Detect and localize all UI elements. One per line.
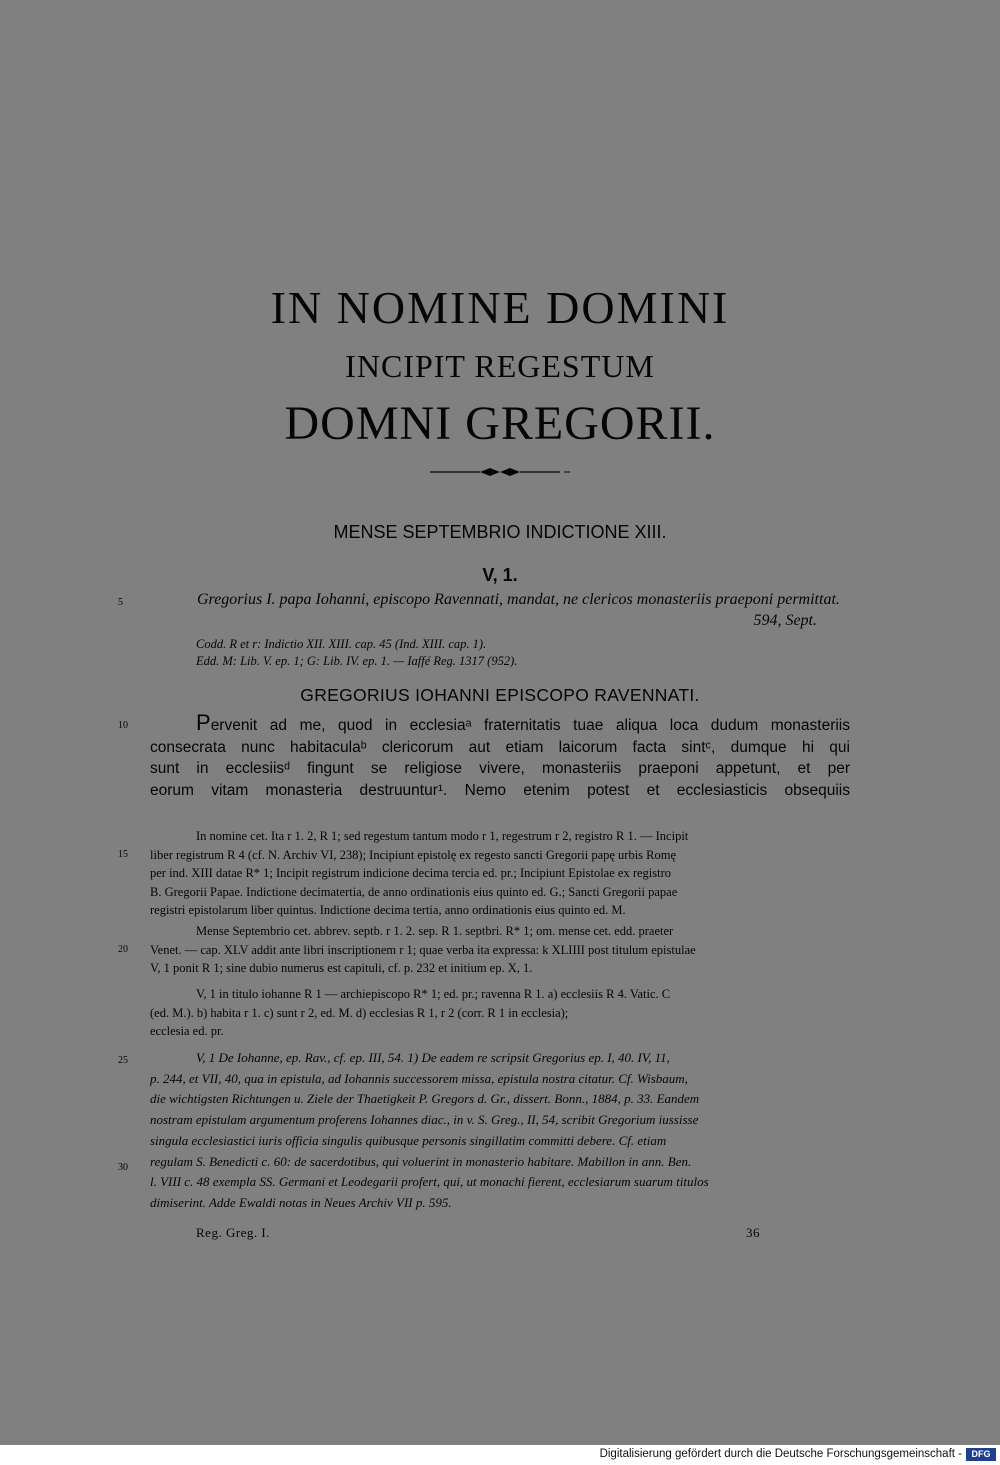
note-incipit [150,827,850,920]
line-number: 15 [118,849,128,860]
note-line: dimiserint. Adde Ewaldi notas in Neues Archiv VII p. 595. [150,1194,452,1210]
note-line: ecclesia ed. pr. [150,1024,224,1038]
letter-summary [150,589,850,629]
line-number: 30 [118,1162,128,1173]
codices-block [196,636,517,670]
heading-line-1: IN NOMINE DOMINI [270,282,730,333]
summary-text: Gregorius I. papa Iohanni, episcopo Ravennati, mandat, ne clericos monasteriis praeponi permittat. [197,591,840,608]
note-line: per ind. XIII datae R* 1; Incipit registrum indicione decima tercia ed. pr.; Incipiunt Epistolae ex registro [150,866,672,880]
note-line: p. 244, et VII, 40, qua in epistula, ad Iohannis successorem missa, epistula nostra citatur. Cf. Wisbaum, [150,1070,688,1086]
note-line: V, 1 in titulo iohanne R 1 — archiepiscopo R* 1; ed. pr.; ravenna R 1. a) ecclesiis R 4. Vatic. C [196,987,671,1001]
ornament-divider [430,464,570,480]
note-line: V, 1 ponit R 1; sine dubio numerus est capituli, cf. p. 232 et initium ep. X, 1. [150,961,533,975]
note-line: B. Gregorii Papae. Indictione decimatertia, de anno ordinationis eius quinto ed. G.; Sancti Gregorii papae [150,884,678,899]
note-line: registri epistolarum liber quintus. Indictione decima tertia, anno ordinationis eius quinto ed. M. [150,903,626,917]
note-line: regulam S. Benedicti c. 60: de sacerdotibus, qui voluerint in monasterio habitare. Mabillon in ann. Ben. [150,1153,692,1169]
note-variants [150,985,850,1041]
note-line: l. VIII c. 48 exempla SS. Germani et Leodegarii profert, qui, ut monachi fierent, ecclesiarum suarum titulos [150,1174,709,1190]
credit-bar [0,1445,1000,1465]
section-heading: MENSE SEPTEMBRIO INDICTIONE XIII. [333,522,667,542]
line-number: 20 [118,944,128,955]
line-number: 10 [118,720,128,731]
signature-mark: Reg. Greg. I. [196,1225,271,1240]
note-line: V, 1 De Iohanne, ep. Rav., cf. ep. III, 54. 1) De eadem re scripsit Gregorius ep. I, 40. IV, 11, [196,1050,670,1065]
note-line: die wichtigsten Richtungen u. Ziele der Thaetigkeit P. Gregors d. Gr., dissert. Bonn., 1884, p. 33. Eandem [150,1091,700,1107]
note-line: (ed. M.). b) habita r 1. c) sunt r 2, ed. M. d) ecclesias R 1, r 2 (corr. R 1 in ecclesia); [150,1005,569,1020]
note-line: Mense Septembrio cet. abbrev. septb. r 1. 2. sep. R 1. septbri. R* 1; om. mense cet. edd. praeter [196,924,674,938]
body-line: consecrata nunc habitaculaᵇ clericorum aut etiam laicorum facta sintᶜ, dumque hi qui [150,738,850,756]
dfg-logo: DFG [966,1448,996,1461]
body-line: Pervenit ad me, quod in ecclesiaᵃ fraternitatis tuae aliqua loca dudum monasteriis [196,710,850,735]
note-line: In nomine cet. Ita r 1. 2, R 1; sed regestum tantum modo r 1, regestrum r 2, registro R 1. — Incipit [196,829,689,843]
body-line: eorum vitam monasteria destruuntur¹. Nemo etenim potest et ecclesiasticis obsequiis [150,781,850,799]
note-commentary [150,1048,850,1214]
note-mense [150,922,850,978]
page-number: 36 [746,1225,760,1240]
line-number: 25 [118,1055,128,1066]
line-number: 5 [118,597,123,608]
editions-line: Edd. M: Lib. V. ep. 1; G: Lib. IV. ep. 1. — Iaffé Reg. 1317 (952). [196,654,518,668]
note-line: singula ecclesiastici iuris officia singulis quibusque personis singillatim committi debere. Cf. etiam [150,1132,667,1148]
heading-line-2: INCIPIT REGESTUM [345,348,655,384]
body-line: sunt in ecclesiisᵈ fingunt se religiose vivere, monasteriis praeponi appetunt, et per [150,760,850,777]
codices-line: Codd. R et r: Indictio XII. XIII. cap. 45 (Ind. XIII. cap. 1). [196,637,487,651]
note-line: nostram epistulam argumentum proferens Iohannes diac., in v. S. Greg., II, 54, scribit Gregorium iussisse [150,1112,699,1128]
note-line: Venet. — cap. XLV addit ante libri inscriptionem r 1; quae verba ita expressa: k XLIIII post titulum epistulae [150,942,696,957]
note-line: liber registrum R 4 (cf. N. Archiv VI, 238); Incipiunt epistolę ex regesto sancti Gregorii papę urbis Romę [150,847,677,862]
credit-text: Digitalisierung gefördert durch die Deutsche Forschungsgemeinschaft - [599,1448,962,1460]
summary-date: 594, Sept. [753,612,817,629]
heading-line-3: DOMNI GREGORII. [284,397,716,450]
letter-body [150,712,850,801]
letter-number: V, 1. [482,565,518,585]
letter-address: GREGORIUS IOHANNI EPISCOPO RAVENNATI. [300,685,700,705]
